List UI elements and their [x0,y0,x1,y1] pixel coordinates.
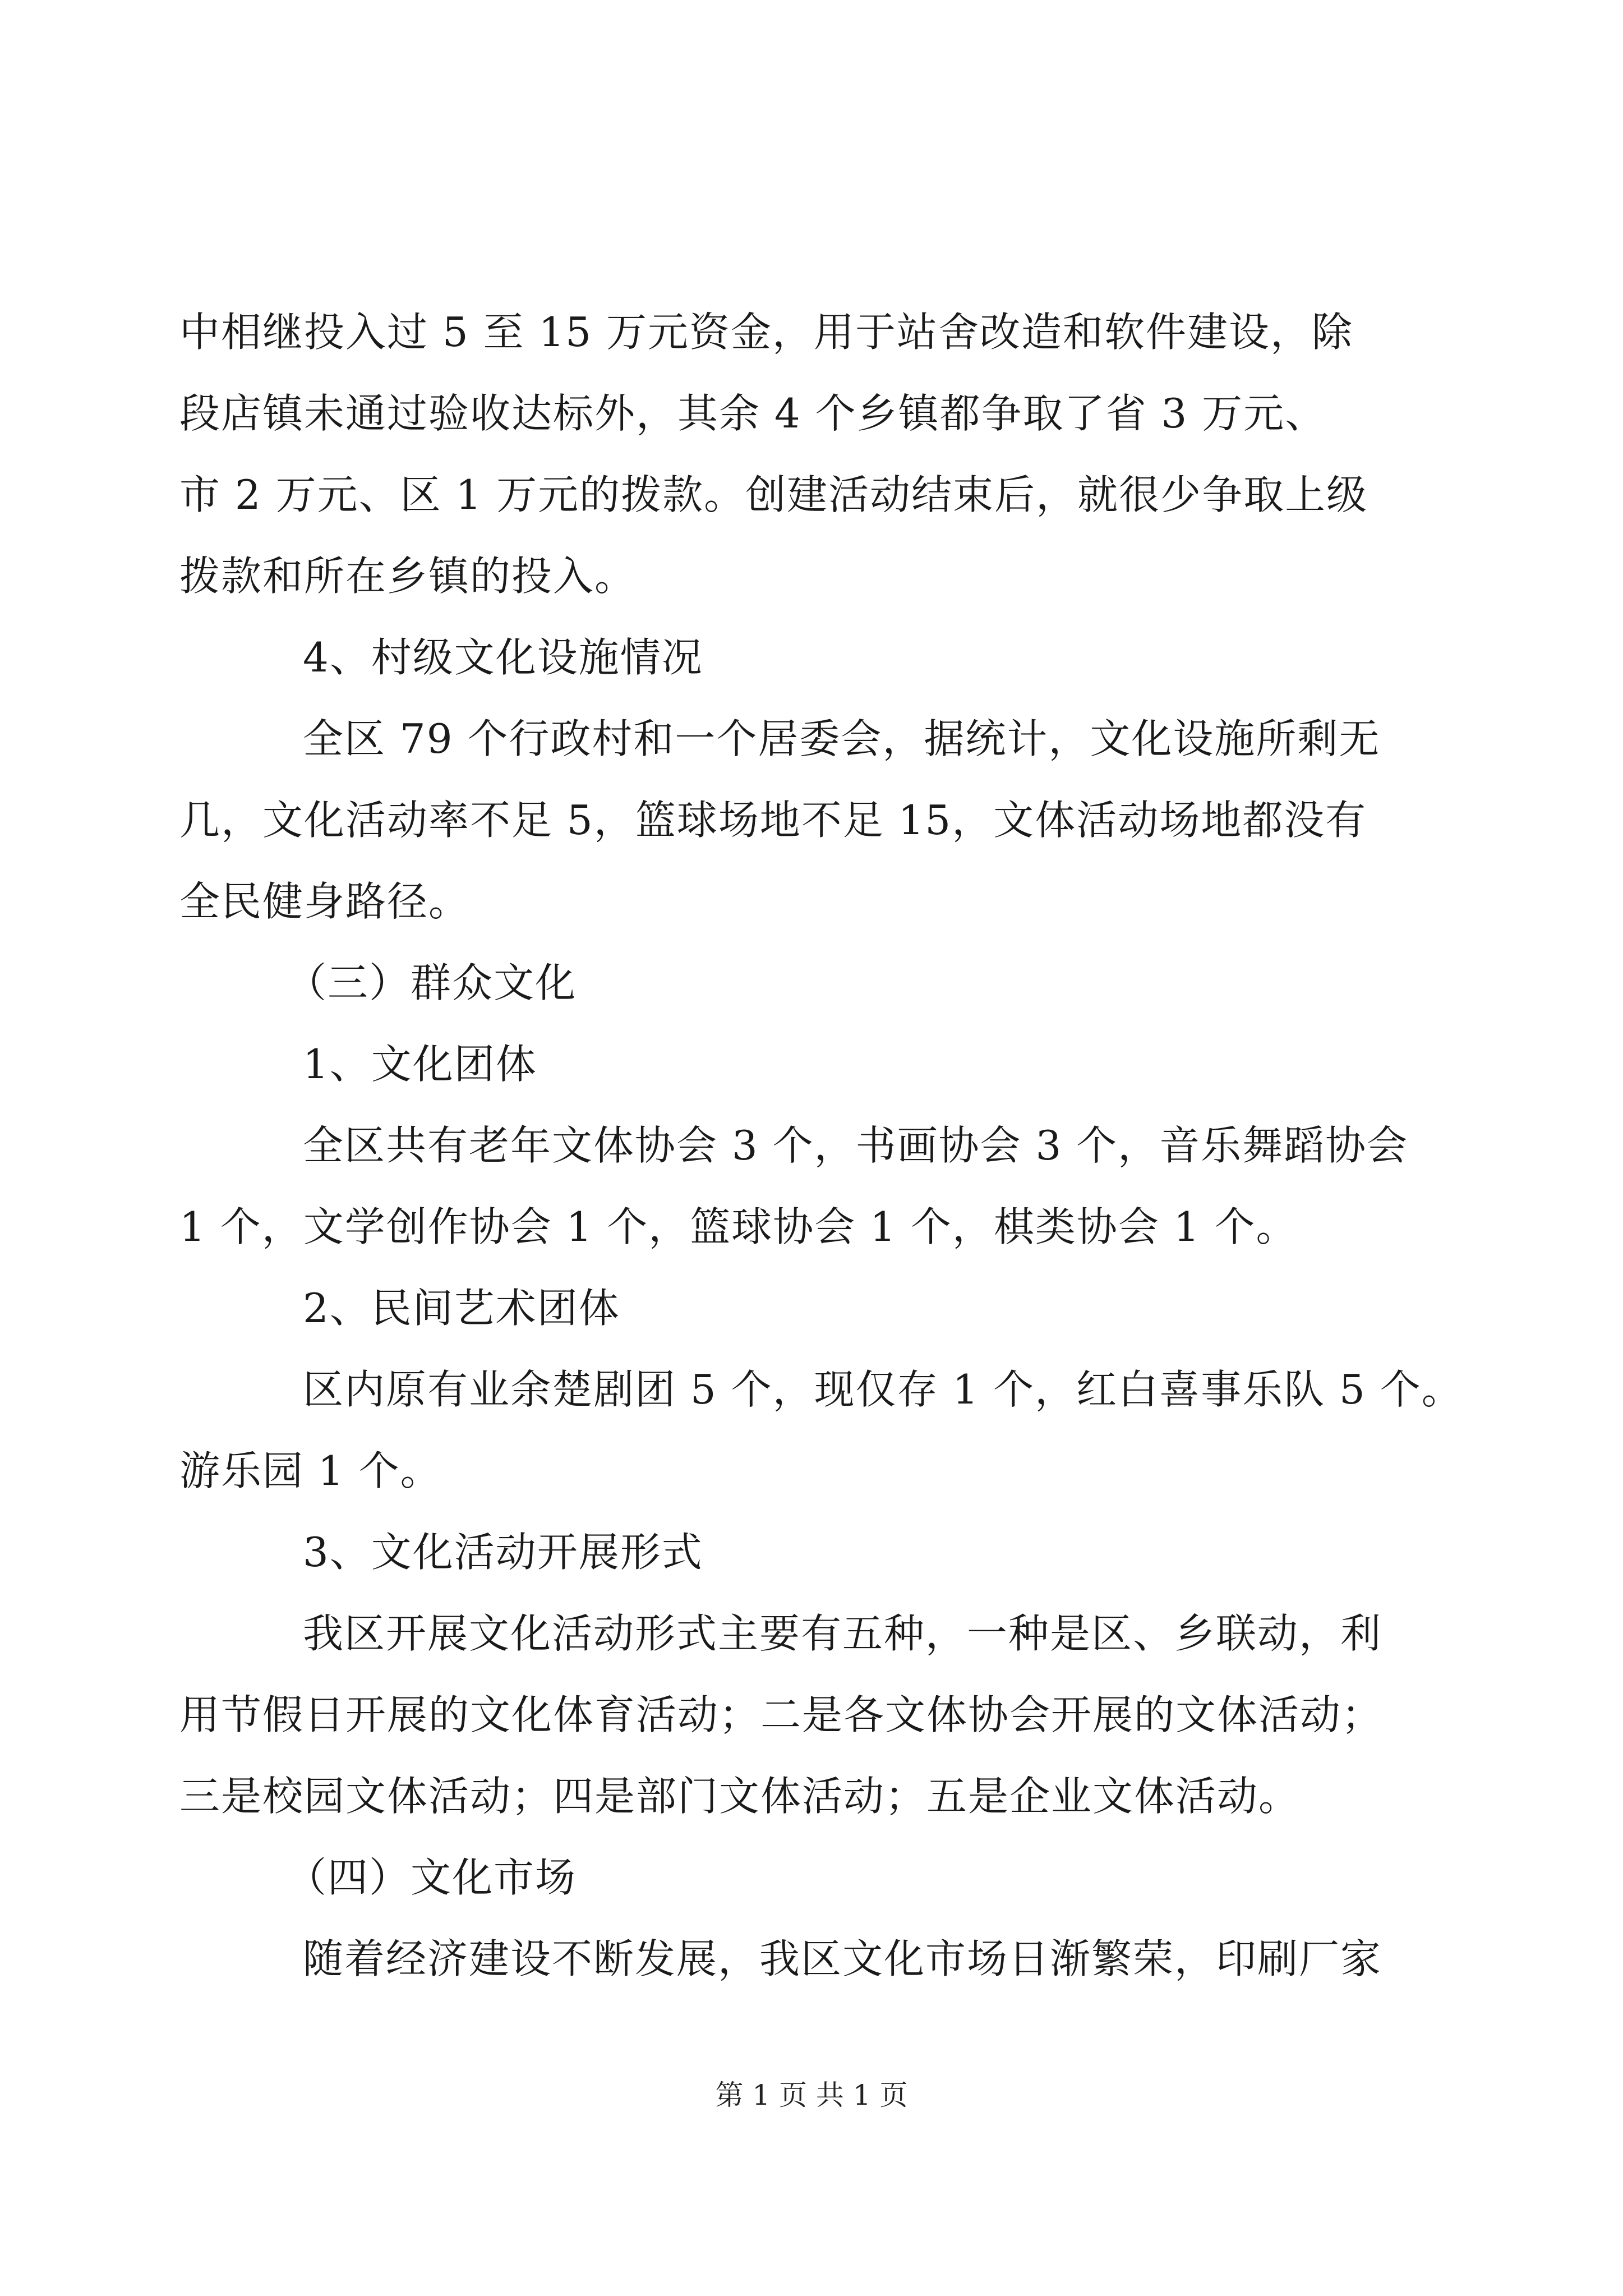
body-line: 游乐园 1 个。 [179,1447,442,1494]
body-line: 全区共有老年文体协会 3 个，书画协会 3 个，音乐舞蹈协会 [303,1122,1409,1169]
body-line: 拨款和所在乡镇的投入。 [179,553,637,600]
section-heading: 3、文化活动开展形式 [303,1529,703,1576]
body-line: 随着经济建设不断发展，我区文化市场日渐繁荣，印刷厂家 [303,1935,1382,1982]
body-line: 全民健身路径。 [179,878,471,925]
page-number-footer: 第 1 页 共 1 页 [715,2079,908,2111]
body-line: 区内原有业余楚剧团 5 个，现仅存 1 个，红白喜事乐队 5 个。 [303,1366,1463,1413]
body-line: 市 2 万元、区 1 万元的拨款。创建活动结束后，就很少争取上级 [179,471,1368,518]
body-line: 几，文化活动率不足 5，篮球场地不足 15，文体活动场地都没有 [179,797,1367,844]
body-line: 全区 79 个行政村和一个居委会，据统计，文化设施所剩无 [303,715,1381,762]
section-heading: 4、村级文化设施情况 [303,634,703,681]
section-heading: 1、文化团体 [303,1041,537,1088]
body-line: 我区开展文化活动形式主要有五种，一种是区、乡联动，利 [303,1610,1382,1657]
body-line: 中相继投入过 5 至 15 万元资金，用于站舍改造和软件建设，除 [179,309,1353,356]
body-line: 用节假日开展的文化体育活动；二是各文体协会开展的文体活动； [179,1691,1384,1738]
body-line: 段店镇未通过验收达标外，其余 4 个乡镇都争取了省 3 万元、 [179,390,1327,437]
section-heading: 2、民间艺术团体 [303,1285,620,1332]
chapter-heading: （四）文化市场 [286,1854,577,1901]
body-line: 1 个，文学创作协会 1 个，篮球协会 1 个，棋类协会 1 个。 [179,1203,1298,1250]
chapter-heading: （三）群众文化 [286,959,577,1006]
document-body [179,292,1463,2000]
body-line: 三是校园文体活动；四是部门文体活动；五是企业文体活动。 [179,1773,1301,1820]
